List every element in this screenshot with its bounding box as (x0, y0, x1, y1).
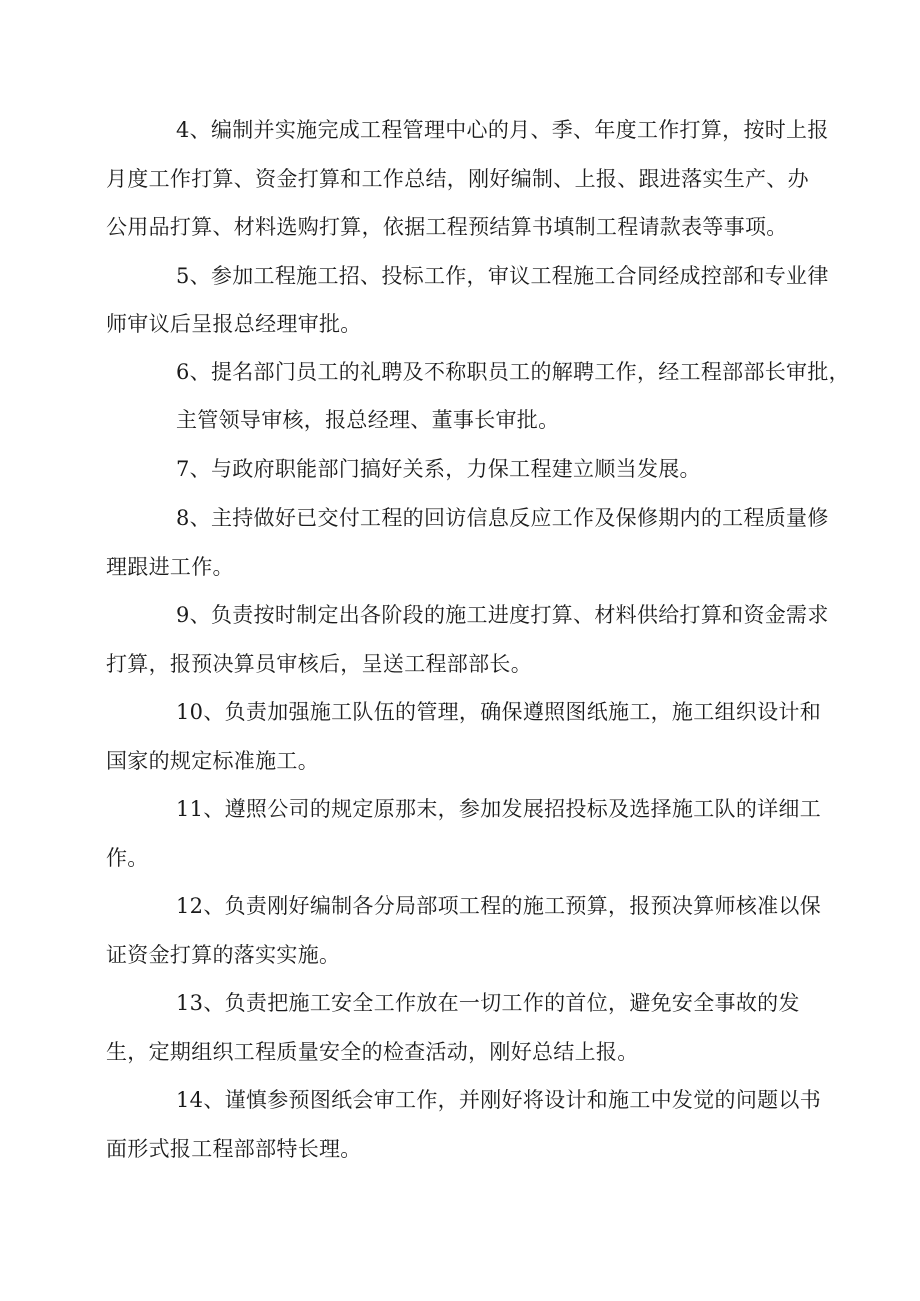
item-13-line-1: 13、负责把施工安全工作放在一切工作的首位，避免安全事故的发 (176, 991, 800, 1015)
item-5-line-2: 师审议后呈报总经理审批。 (106, 312, 362, 336)
item-5-line-1: 5、参加工程施工招、投标工作，审议工程施工合同经成控部和专业律 (176, 264, 829, 288)
item-9-line-2: 打算，报预决算员审核后，呈送工程部部长。 (106, 652, 532, 676)
item-6-line-1: 6、提名部门员工的礼聘及不称职员工的解聘工作，经工程部部长审批， (176, 360, 850, 384)
item-6-line-2: 主管领导审核，报总经理、董事长审批。 (176, 408, 560, 432)
item-4-line-1: 4、编制并实施完成工程管理中心的月、季、年度工作打算，按时上报 (176, 118, 829, 142)
item-12-line-1: 12、负责刚好编制各分局部项工程的施工预算，报预决算师核准以保 (176, 894, 822, 918)
item-4-line-2: 月度工作打算、资金打算和工作总结，刚好编制、上报、跟进落实生产、办 (106, 167, 809, 191)
item-9-line-1: 9、负责按时制定出各阶段的施工进度打算、材料供给打算和资金需求 (176, 603, 829, 627)
item-11-line-1: 11、遵照公司的规定原那末，参加发展招投标及选择施工队的详细工 (176, 797, 822, 821)
item-8-line-2: 理跟进工作。 (106, 555, 234, 579)
item-12-line-2: 证资金打算的落实实施。 (106, 943, 341, 967)
item-8-line-1: 8、主持做好已交付工程的回访信息反应工作及保修期内的工程质量修 (176, 506, 829, 530)
item-4-line-3: 公用品打算、材料选购打算，依据工程预结算书填制工程请款表等事项。 (106, 215, 788, 239)
item-10-line-2: 国家的规定标准施工。 (106, 749, 319, 773)
item-11-line-2: 作。 (106, 846, 149, 870)
item-14-line-1: 14、谨慎参预图纸会审工作，并刚好将设计和施工中发觉的问题以书 (176, 1088, 822, 1112)
item-7-line-1: 7、与政府职能部门搞好关系，力保工程建立顺当发展。 (176, 457, 701, 481)
item-13-line-2: 生，定期组织工程质量安全的检查活动，刚好总结上报。 (106, 1040, 639, 1064)
item-10-line-1: 10、负责加强施工队伍的管理，确保遵照图纸施工，施工组织设计和 (176, 700, 822, 724)
item-14-line-2: 面形式报工程部部特长理。 (106, 1137, 362, 1161)
